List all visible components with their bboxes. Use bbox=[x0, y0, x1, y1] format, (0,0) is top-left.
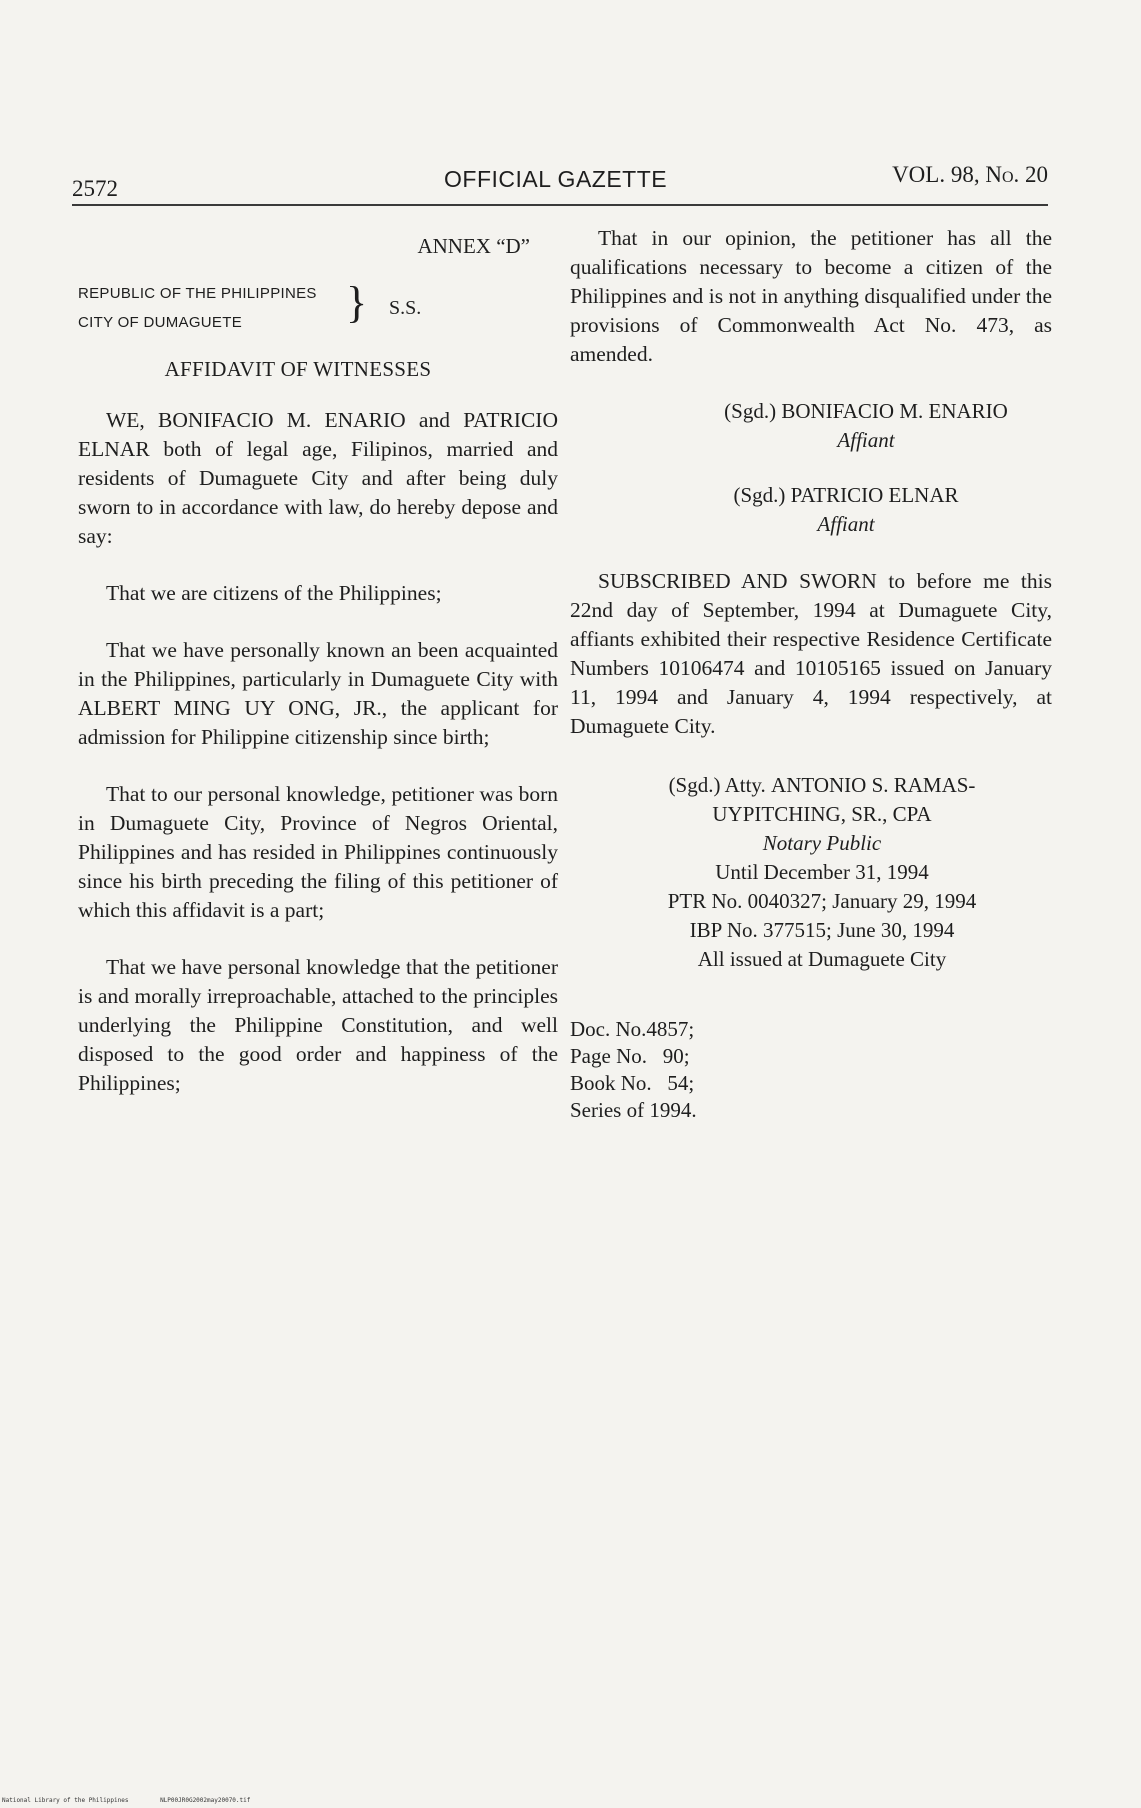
intro-paragraph bbox=[78, 406, 558, 551]
signature-block-1 bbox=[570, 397, 1052, 455]
character-paragraph: That we have personal knowledge that the petitioner is and morally irreproachable, attached to the principles underlying the Philippine Constitution, and well disposed to the good order and happiness of the Philippines; bbox=[78, 955, 558, 1095]
notary-ibp: IBP No. 377515; June 30, 1994 bbox=[689, 918, 955, 942]
page-number: 2572 bbox=[72, 176, 118, 201]
volume-number: VOL. 98, No. 20 bbox=[892, 162, 1048, 187]
left-column bbox=[78, 234, 558, 1098]
signature-2-prefix: (Sgd.) bbox=[733, 483, 786, 507]
affidavit-title: AFFIDAVIT OF WITNESSES bbox=[164, 357, 432, 381]
venue-ss: S.S. bbox=[389, 297, 422, 319]
notary-name-line-1 bbox=[592, 771, 1052, 800]
book-number: Book No. 54; bbox=[570, 1071, 695, 1095]
notary-name-2: UYPITCHING, SR., bbox=[712, 802, 888, 826]
notary-ptr: PTR No. 0040327; January 29, 1994 bbox=[667, 889, 977, 913]
scan-footer bbox=[2, 1797, 278, 1804]
signature-block-2 bbox=[570, 481, 1052, 539]
acquainted-paragraph bbox=[78, 636, 558, 752]
signature-2-name-line bbox=[640, 481, 1052, 510]
notary-name-1: ANTONIO S. RAMAS- bbox=[771, 773, 976, 797]
header-rule bbox=[72, 204, 1048, 206]
notary-until: Until December 31, 1994 bbox=[715, 860, 929, 884]
jurat-lead: SUBSCRIBED AND SWORN bbox=[598, 569, 877, 593]
affiant-name-2: PATRICIO ELNAR bbox=[78, 408, 558, 461]
annex-label: ANNEX “D” bbox=[417, 234, 530, 258]
intro-rest: both of legal age, Filipinos, married and residents of Dumaguete City and after being duly sworn to in accordance with law, do hereby depose and say: bbox=[78, 437, 558, 548]
footer-library: National Library of the Philippines bbox=[2, 1797, 129, 1804]
publication-title: OFFICIAL GAZETTE bbox=[444, 166, 668, 192]
page-header bbox=[72, 162, 1048, 202]
notary-prefix: (Sgd.) Atty. bbox=[668, 773, 766, 797]
birth-paragraph: That to our personal knowledge, petitioner was born in Dumaguete City, Province of Negros Oriental, Philippines and has resided in Philippines continuously since his birth preceding the filing of this petitioner of which this affidavit is a part; bbox=[78, 782, 558, 922]
notary-block bbox=[570, 771, 1052, 974]
notary-title: Notary Public bbox=[762, 831, 882, 855]
venue-city: CITY OF DUMAGUETE bbox=[78, 314, 242, 331]
signature-1-name-line bbox=[680, 397, 1052, 426]
right-column bbox=[570, 224, 1052, 1124]
series-year: Series of 1994. bbox=[570, 1098, 697, 1122]
acquainted-after: , the applicant for admission for Philippine citizenship since birth; bbox=[78, 696, 558, 749]
intro-and: and bbox=[418, 408, 450, 432]
intro-we: WE, bbox=[106, 408, 145, 432]
jurat-paragraph bbox=[570, 567, 1052, 741]
acquainted-before: That we have personally known an been acquainted in the Philippines, particularly in Dumaguete City with bbox=[78, 638, 558, 691]
affiant-name-1: BONIFACIO M. ENARIO bbox=[158, 408, 406, 432]
venue-block bbox=[78, 278, 558, 345]
venue-brace: } bbox=[346, 278, 368, 327]
signature-1-role: Affiant bbox=[837, 428, 895, 452]
notary-name-line-2 bbox=[592, 800, 1052, 829]
citizens-paragraph: That we are citizens of the Philippines; bbox=[106, 581, 442, 605]
signature-1-name: BONIFACIO M. ENARIO bbox=[781, 399, 1008, 423]
document-info bbox=[570, 1016, 1052, 1124]
doc-number: Doc. No.4857; bbox=[570, 1017, 695, 1041]
jurat-rest: to before me this 22nd day of September, 1994 at Dumaguete City, affiants exhibited their respective Residence Certificate Numbers 10106474 and 10105165 issued on January 11, 1994 and January 4, 1994 respectively, at Dumaguete City. bbox=[570, 569, 1052, 738]
signature-1-prefix: (Sgd.) bbox=[724, 399, 777, 423]
venue-country: REPUBLIC OF THE PHILIPPINES bbox=[78, 285, 317, 302]
opinion-paragraph: That in our opinion, the petitioner has all the qualifications necessary to become a citizen of the Philippines and is not in anything disqualified under the provisions of Commonwealth Act No. 473, as amended. bbox=[570, 226, 1052, 366]
applicant-name: ALBERT MING UY ONG, JR. bbox=[78, 696, 382, 720]
notary-issued: All issued at Dumaguete City bbox=[697, 947, 947, 971]
signature-2-name: PATRICIO ELNAR bbox=[790, 483, 959, 507]
notary-cpa: CPA bbox=[892, 802, 932, 826]
footer-file: NLP00JR0G2002may20070.tif bbox=[160, 1797, 251, 1804]
page-number-entry: Page No. 90; bbox=[570, 1044, 690, 1068]
signature-2-role: Affiant bbox=[817, 512, 875, 536]
